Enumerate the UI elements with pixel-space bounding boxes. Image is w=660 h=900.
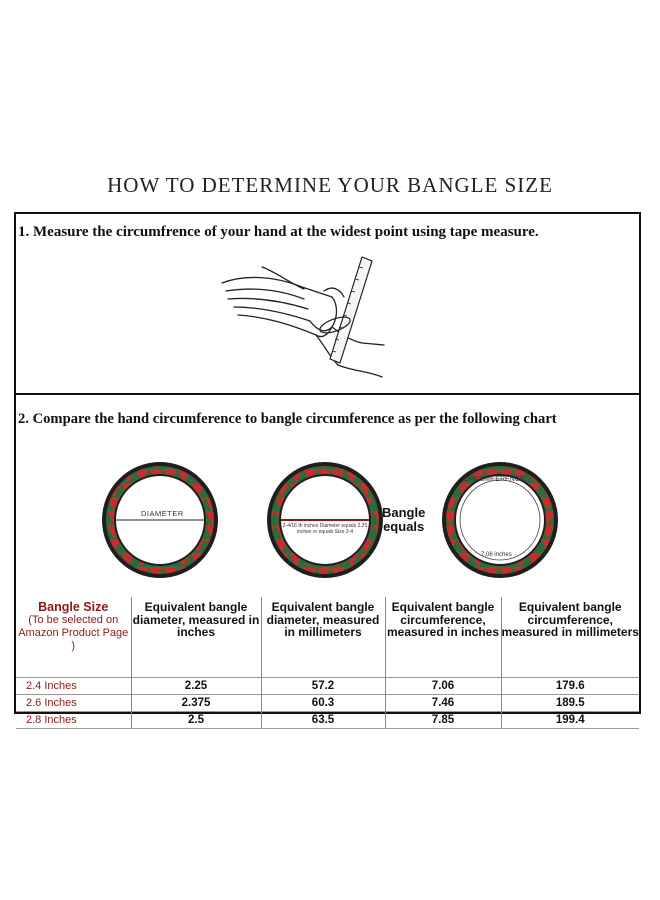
header-bangle-size: [16, 597, 131, 678]
hand-measure-illustration: [212, 245, 387, 395]
value-cell: 60.3: [261, 695, 385, 712]
bangle-size-ring: [267, 462, 383, 578]
header-bangle-size-label: Bangle Size: [38, 600, 109, 614]
bangle-diameter-ring: [102, 462, 218, 578]
bangle-equals-line2: equals: [383, 519, 425, 534]
bangle-equals-text: [382, 506, 425, 534]
value-cell: 189.5: [501, 695, 639, 712]
table-row: [16, 678, 639, 695]
step-1-text: 1. Measure the circumfrence of your hand at the widest point using tape measure.: [18, 224, 539, 240]
size-cell: 2.4 Inches: [16, 678, 131, 695]
value-cell: 57.2: [261, 678, 385, 695]
value-cell: 199.4: [501, 712, 639, 729]
page-title: HOW TO DETERMINE YOUR BANGLE SIZE: [107, 173, 553, 197]
value-cell: 2.25: [131, 678, 261, 695]
table-row: [16, 695, 639, 712]
header-diameter-inches: Equivalent bangle diameter, measured in inches: [131, 597, 261, 678]
value-cell: 2.5: [131, 712, 261, 729]
size-cell: 2.8 Inches: [16, 712, 131, 729]
diameter-note: 2-4/16 th inches Diameter equals 2.25 inches or equals Size 2-4: [282, 523, 368, 535]
value-cell: 2.375: [131, 695, 261, 712]
diameter-label: DIAMETER: [141, 509, 184, 518]
table-header-row: [16, 597, 639, 678]
tape-measure: [318, 257, 372, 363]
circumference-label: CIRCUMFERENCE: [463, 476, 525, 483]
header-circumference-inches: Equivalent bangle circumference, measured in inches: [385, 597, 501, 678]
value-cell: 63.5: [261, 712, 385, 729]
table-row: [16, 712, 639, 729]
step-2-text: 2. Compare the hand circumference to bangle circumference as per the following chart: [18, 411, 557, 427]
value-cell: 7.85: [385, 712, 501, 729]
value-cell: 179.6: [501, 678, 639, 695]
header-diameter-mm: Equivalent bangle diameter, measured in millimeters: [261, 597, 385, 678]
bangle-equals-line1: Bangle: [382, 505, 426, 520]
circumference-value: 7.06 inches: [481, 552, 512, 558]
header-bangle-size-sub: (To be selected on Amazon Product Page ): [18, 613, 129, 652]
value-cell: 7.46: [385, 695, 501, 712]
bangle-size-table: [16, 597, 639, 729]
value-cell: 7.06: [385, 678, 501, 695]
size-cell: 2.6 Inches: [16, 695, 131, 712]
header-circumference-mm: Equivalent bangle circumference, measured in millimeters: [501, 600, 639, 639]
